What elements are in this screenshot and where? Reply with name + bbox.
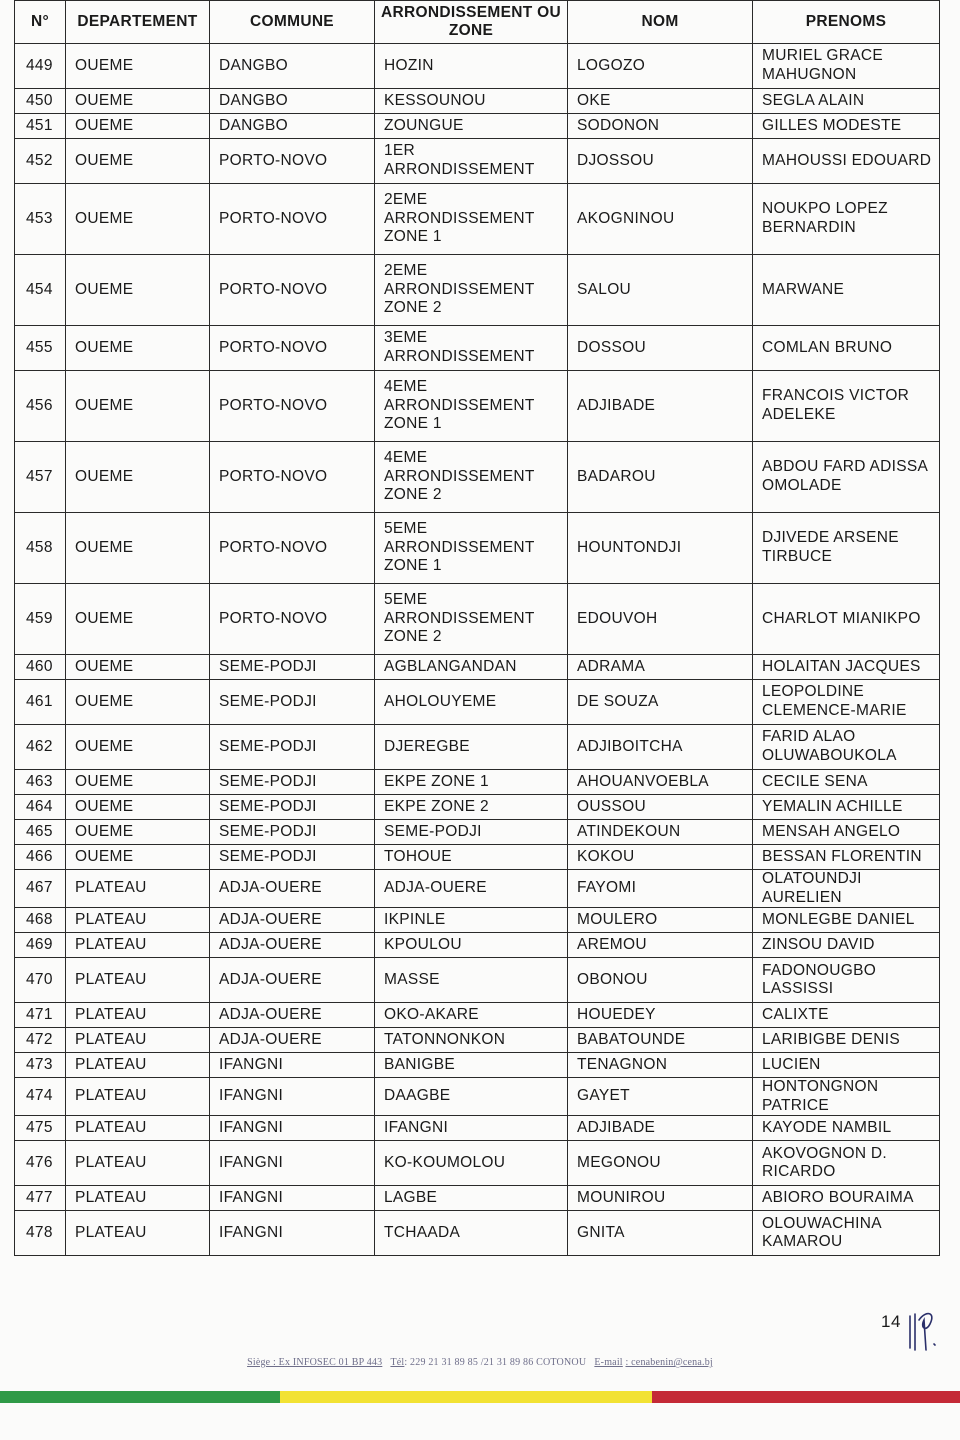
cell-arrondissement: OKO-AKARE [375,1003,568,1028]
table-row [15,1116,940,1141]
cell-prenoms: CHARLOT MIANIKPO [753,584,940,655]
cell-nom: FAYOMI [568,870,753,908]
footer-email-link[interactable]: : cenabenin@cena.bj [625,1357,713,1368]
cell-departement: OUEME [66,255,210,326]
cell-nom: KOKOU [568,845,753,870]
header-departement: DEPARTEMENT [66,1,210,44]
cell-prenoms: FADONOUGBO LASSISSI [753,958,940,1003]
cell-prenoms: DJIVEDE ARSENE TIRBUCE [753,513,940,584]
table-row [15,870,940,908]
cell-arrondissement: ZOUNGUE [375,114,568,139]
cell-departement: OUEME [66,326,210,371]
table-row [15,680,940,725]
cell-departement: OUEME [66,795,210,820]
cell-commune: PORTO-NOVO [210,184,375,255]
cell-number: 462 [15,725,66,770]
table-row [15,655,940,680]
cell-commune: PORTO-NOVO [210,139,375,184]
table-row [15,1053,940,1078]
table-row [15,958,940,1003]
cell-nom: BABATOUNDE [568,1028,753,1053]
cell-departement: OUEME [66,44,210,89]
cell-nom: HOUEDEY [568,1003,753,1028]
cell-prenoms: LUCIEN [753,1053,940,1078]
cell-number: 476 [15,1141,66,1186]
page-number: 14 [881,1312,901,1331]
cell-number: 469 [15,933,66,958]
cell-arrondissement: LAGBE [375,1186,568,1211]
cell-arrondissement: 2EME ARRONDISSEMENT ZONE 2 [375,255,568,326]
cell-departement: PLATEAU [66,1211,210,1256]
cell-number: 459 [15,584,66,655]
cell-arrondissement: SEME-PODJI [375,820,568,845]
cell-commune: PORTO-NOVO [210,326,375,371]
cell-prenoms: FRANCOIS VICTOR ADELEKE [753,371,940,442]
cell-commune: IFANGNI [210,1141,375,1186]
header-nom: NOM [568,1,753,44]
cell-prenoms: BESSAN FLORENTIN [753,845,940,870]
cell-nom: OBONOU [568,958,753,1003]
candidates-table [14,0,940,1256]
footer-email-label: E-mail [594,1357,623,1368]
table-row [15,1141,940,1186]
table-row [15,371,940,442]
table-row [15,1211,940,1256]
cell-departement: OUEME [66,89,210,114]
cell-prenoms: FARID ALAO OLUWABOUKOLA [753,725,940,770]
cell-departement: PLATEAU [66,1053,210,1078]
cell-departement: OUEME [66,513,210,584]
cell-prenoms: CECILE SENA [753,770,940,795]
cell-commune: IFANGNI [210,1116,375,1141]
cell-arrondissement: TATONNONKON [375,1028,568,1053]
table-row [15,725,940,770]
header-arrondissement: ARRONDISSEMENT OU ZONE [375,1,568,44]
cell-nom: SALOU [568,255,753,326]
cell-nom: MEGONOU [568,1141,753,1186]
cell-departement: OUEME [66,584,210,655]
cell-commune: DANGBO [210,89,375,114]
footer-tel-label: Tél [390,1357,405,1368]
table-row [15,1078,940,1116]
cell-commune: ADJA-OUERE [210,933,375,958]
cell-number: 477 [15,1186,66,1211]
cell-number: 463 [15,770,66,795]
cell-arrondissement: AHOLOUYEME [375,680,568,725]
cell-nom: GNITA [568,1211,753,1256]
footer-tel: : 229 21 31 89 85 /21 31 89 86 COTONOU [404,1357,587,1368]
flag-green-band [0,1391,280,1403]
cell-departement: OUEME [66,820,210,845]
cell-prenoms: OLOUWACHINA KAMAROU [753,1211,940,1256]
cell-departement: OUEME [66,725,210,770]
cell-prenoms: ABIORO BOURAIMA [753,1186,940,1211]
handwritten-initials [906,1306,940,1352]
cell-commune: ADJA-OUERE [210,870,375,908]
cell-nom: OKE [568,89,753,114]
flag-yellow-band [280,1391,652,1403]
cell-number: 464 [15,795,66,820]
cell-arrondissement: 5EME ARRONDISSEMENT ZONE 1 [375,513,568,584]
cell-commune: IFANGNI [210,1211,375,1256]
table-row [15,820,940,845]
cell-nom: ADJIBADE [568,1116,753,1141]
table-row [15,1186,940,1211]
cell-nom: ADJIBOITCHA [568,725,753,770]
cell-nom: EDOUVOH [568,584,753,655]
cell-prenoms: SEGLA ALAIN [753,89,940,114]
cell-prenoms: MENSAH ANGELO [753,820,940,845]
cell-prenoms: KAYODE NAMBIL [753,1116,940,1141]
cell-nom: DJOSSOU [568,139,753,184]
cell-arrondissement: EKPE ZONE 1 [375,770,568,795]
cell-prenoms: HONTONGNON PATRICE [753,1078,940,1116]
cell-number: 467 [15,870,66,908]
cell-commune: PORTO-NOVO [210,513,375,584]
cell-nom: HOUNTONDJI [568,513,753,584]
cell-arrondissement: MASSE [375,958,568,1003]
cell-prenoms: MARWANE [753,255,940,326]
cell-arrondissement: AGBLANGANDAN [375,655,568,680]
cell-commune: ADJA-OUERE [210,1003,375,1028]
cell-prenoms: LEOPOLDINE CLEMENCE-MARIE [753,680,940,725]
cell-prenoms: OLATOUNDJI AURELIEN [753,870,940,908]
footer-address [0,1357,960,1368]
cell-number: 451 [15,114,66,139]
table-row [15,326,940,371]
cell-nom: ADRAMA [568,655,753,680]
cell-arrondissement: 3EME ARRONDISSEMENT [375,326,568,371]
cell-prenoms: HOLAITAN JACQUES [753,655,940,680]
cell-prenoms: YEMALIN ACHILLE [753,795,940,820]
table-row [15,139,940,184]
cell-number: 454 [15,255,66,326]
cell-number: 457 [15,442,66,513]
cell-departement: PLATEAU [66,1078,210,1116]
cell-commune: PORTO-NOVO [210,371,375,442]
table-row [15,1003,940,1028]
cell-commune: SEME-PODJI [210,725,375,770]
cell-arrondissement: TCHAADA [375,1211,568,1256]
cell-arrondissement: TOHOUE [375,845,568,870]
table-row [15,44,940,89]
footer-siege: Siège : Ex INFOSEC 01 BP 443 [247,1357,383,1368]
cell-number: 452 [15,139,66,184]
cell-number: 453 [15,184,66,255]
cell-arrondissement: EKPE ZONE 2 [375,795,568,820]
cell-arrondissement: DAAGBE [375,1078,568,1116]
cell-departement: OUEME [66,770,210,795]
cell-commune: IFANGNI [210,1053,375,1078]
table-row [15,933,940,958]
cell-arrondissement: ADJA-OUERE [375,870,568,908]
cell-nom: SODONON [568,114,753,139]
cell-number: 460 [15,655,66,680]
cell-arrondissement: IFANGNI [375,1116,568,1141]
cell-departement: OUEME [66,139,210,184]
table-row [15,114,940,139]
cell-arrondissement: DJEREGBE [375,725,568,770]
cell-prenoms: MAHOUSSI EDOUARD [753,139,940,184]
cell-prenoms: ABDOU FARD ADISSA OMOLADE [753,442,940,513]
cell-departement: OUEME [66,442,210,513]
table-row [15,1028,940,1053]
cell-prenoms: COMLAN BRUNO [753,326,940,371]
cell-nom: BADAROU [568,442,753,513]
cell-nom: ATINDEKOUN [568,820,753,845]
cell-nom: ADJIBADE [568,371,753,442]
cell-commune: PORTO-NOVO [210,584,375,655]
cell-number: 461 [15,680,66,725]
header-number: N° [15,1,66,44]
cell-nom: DOSSOU [568,326,753,371]
cell-commune: DANGBO [210,44,375,89]
cell-arrondissement: 4EME ARRONDISSEMENT ZONE 1 [375,371,568,442]
cell-nom: LOGOZO [568,44,753,89]
cell-commune: SEME-PODJI [210,770,375,795]
cell-commune: SEME-PODJI [210,845,375,870]
cell-arrondissement: 4EME ARRONDISSEMENT ZONE 2 [375,442,568,513]
cell-number: 478 [15,1211,66,1256]
cell-departement: OUEME [66,845,210,870]
cell-arrondissement: 1ER ARRONDISSEMENT [375,139,568,184]
cell-number: 472 [15,1028,66,1053]
cell-prenoms: GILLES MODESTE [753,114,940,139]
cell-number: 450 [15,89,66,114]
cell-departement: PLATEAU [66,958,210,1003]
cell-prenoms: MONLEGBE DANIEL [753,908,940,933]
cell-nom: AHOUANVOEBLA [568,770,753,795]
flag-red-band [652,1391,960,1403]
cell-departement: PLATEAU [66,1141,210,1186]
cell-departement: PLATEAU [66,870,210,908]
cell-commune: PORTO-NOVO [210,442,375,513]
table-row [15,255,940,326]
cell-arrondissement: 5EME ARRONDISSEMENT ZONE 2 [375,584,568,655]
table-row [15,442,940,513]
cell-departement: PLATEAU [66,1028,210,1053]
cell-commune: ADJA-OUERE [210,958,375,1003]
cell-nom: GAYET [568,1078,753,1116]
cell-prenoms: NOUKPO LOPEZ BERNARDIN [753,184,940,255]
cell-commune: ADJA-OUERE [210,1028,375,1053]
cell-departement: OUEME [66,371,210,442]
cell-commune: IFANGNI [210,1186,375,1211]
table-row [15,845,940,870]
cell-commune: SEME-PODJI [210,820,375,845]
cell-number: 465 [15,820,66,845]
cell-nom: MOUNIROU [568,1186,753,1211]
cell-number: 468 [15,908,66,933]
cell-departement: OUEME [66,680,210,725]
cell-prenoms: CALIXTE [753,1003,940,1028]
cell-prenoms: ZINSOU DAVID [753,933,940,958]
header-commune: COMMUNE [210,1,375,44]
cell-arrondissement: 2EME ARRONDISSEMENT ZONE 1 [375,184,568,255]
cell-arrondissement: KPOULOU [375,933,568,958]
cell-nom: DE SOUZA [568,680,753,725]
cell-nom: AREMOU [568,933,753,958]
cell-number: 458 [15,513,66,584]
cell-prenoms: LARIBIGBE DENIS [753,1028,940,1053]
cell-nom: OUSSOU [568,795,753,820]
cell-arrondissement: KO-KOUMOLOU [375,1141,568,1186]
table-row [15,89,940,114]
cell-nom: AKOGNINOU [568,184,753,255]
table-header-row [15,1,940,44]
table-row [15,908,940,933]
table-row [15,513,940,584]
cell-arrondissement: HOZIN [375,44,568,89]
cell-departement: PLATEAU [66,1116,210,1141]
cell-prenoms: AKOVOGNON D. RICARDO [753,1141,940,1186]
cell-departement: PLATEAU [66,1003,210,1028]
cell-nom: TENAGNON [568,1053,753,1078]
cell-number: 466 [15,845,66,870]
table-body [15,44,940,1256]
cell-commune: SEME-PODJI [210,655,375,680]
cell-departement: PLATEAU [66,908,210,933]
cell-commune: ADJA-OUERE [210,908,375,933]
cell-number: 449 [15,44,66,89]
cell-commune: SEME-PODJI [210,795,375,820]
cell-departement: OUEME [66,114,210,139]
cell-departement: OUEME [66,655,210,680]
cell-departement: OUEME [66,184,210,255]
cell-arrondissement: BANIGBE [375,1053,568,1078]
header-prenoms: PRENOMS [753,1,940,44]
cell-departement: PLATEAU [66,933,210,958]
table-row [15,184,940,255]
table-row [15,770,940,795]
cell-number: 456 [15,371,66,442]
table-row [15,584,940,655]
cell-departement: PLATEAU [66,1186,210,1211]
cell-prenoms: MURIEL GRACE MAHUGNON [753,44,940,89]
cell-commune: IFANGNI [210,1078,375,1116]
cell-number: 471 [15,1003,66,1028]
cell-arrondissement: IKPINLE [375,908,568,933]
cell-number: 455 [15,326,66,371]
cell-nom: MOULERO [568,908,753,933]
cell-number: 474 [15,1078,66,1116]
cell-commune: PORTO-NOVO [210,255,375,326]
table-row [15,795,940,820]
flag-stripe [0,1391,960,1403]
cell-commune: SEME-PODJI [210,680,375,725]
cell-number: 475 [15,1116,66,1141]
cell-number: 470 [15,958,66,1003]
cell-arrondissement: KESSOUNOU [375,89,568,114]
cell-number: 473 [15,1053,66,1078]
cell-commune: DANGBO [210,114,375,139]
